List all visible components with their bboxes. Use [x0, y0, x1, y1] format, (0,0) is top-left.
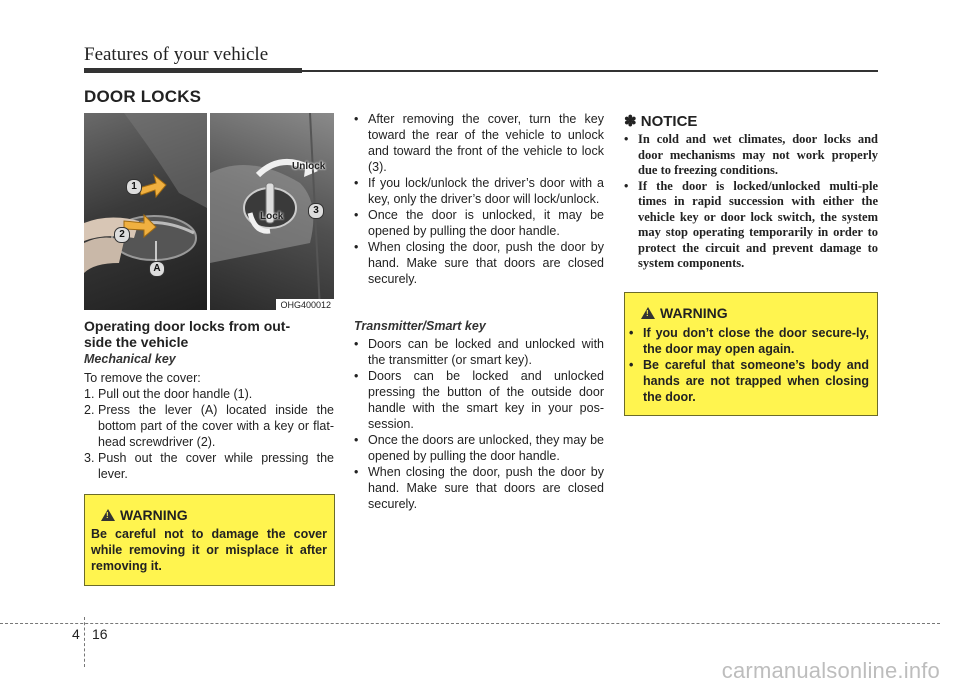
- door-lock-photo: [84, 113, 334, 310]
- unlock-label: Unlock: [292, 161, 326, 172]
- door-handle-image: [84, 113, 207, 310]
- subsection-heading-line1: Operating door locks from out-: [84, 318, 291, 334]
- section-title: DOOR LOCKS: [84, 87, 202, 106]
- page-number: 16: [92, 626, 108, 642]
- subsection-heading: [84, 318, 334, 350]
- mechanical-key-heading: Mechanical key: [84, 352, 176, 366]
- callout-1: 1: [126, 179, 142, 195]
- warning-list: [629, 325, 869, 405]
- callout-a: A: [149, 261, 165, 277]
- chapter-number: 4: [72, 626, 80, 642]
- footer-rule: [0, 623, 940, 624]
- figure-caption: OHG400012: [276, 299, 334, 310]
- notice-item: • If the door is locked/unlocked multi-ple times in rapid succession with either the vehicle key or door lock switch, the system may stop operating temporarily in order to protect the circuit and prevent damage to system components.: [624, 178, 878, 270]
- callout-3: 3: [308, 203, 324, 219]
- warning-box-door: [624, 292, 878, 416]
- notice-list: [624, 132, 878, 272]
- subsection-heading-line2: side the vehicle: [84, 334, 189, 350]
- warning-text: Be careful not to damage the cover while removing it or misplace it after removing it.: [91, 527, 327, 573]
- bullet-item: • After removing the cover, turn the key toward the rear of the vehicle to unlock and toward the front of the vehicle to lock (3).: [354, 112, 604, 174]
- step-item: 1. Pull out the door handle (1).: [84, 387, 253, 401]
- watermark: carmanualsonline.info: [721, 658, 940, 683]
- warning-title: ! WARNING: [101, 507, 188, 523]
- bullet-item: • If you lock/unlock the driver’s door with a key, only the driver’s door will lock/unlock.: [354, 176, 604, 206]
- bullet-item: • When closing the door, push the door by hand. Make sure that doors are closed securely.: [354, 465, 604, 511]
- transmitter-heading: Transmitter/Smart key: [354, 319, 486, 333]
- notice-item: • In cold and wet climates, door locks and door mechanisms may not work properly due to freezing conditions.: [624, 132, 878, 177]
- key-bullets: [354, 111, 604, 287]
- bullet-item: • Doors can be locked and unlocked with the transmitter (or smart key).: [354, 337, 604, 367]
- door-handle-drawing: [84, 113, 207, 310]
- warning-item: • Be careful that someone’s body and hands are not trapped when closing the door.: [629, 358, 869, 404]
- mechanical-key-steps: [84, 386, 334, 482]
- bullet-item: • Once the doors are unlocked, they may be opened by pulling the door handle.: [354, 433, 604, 463]
- bullet-item: • Once the door is unlocked, it may be opened by pulling the door handle.: [354, 208, 604, 238]
- warning-title: ! WARNING: [641, 305, 728, 321]
- bullet-item: • Doors can be locked and unlocked pressing the button of the outside door handle with the smart key in your pos-session.: [354, 369, 604, 431]
- notice-title: ✽ NOTICE: [624, 113, 698, 130]
- mechanical-key-intro: To remove the cover:: [84, 371, 201, 385]
- step-item: 2. Press the lever (A) located inside the bottom part of the cover with a key or flat-head screwdriver (2).: [84, 403, 334, 449]
- warning-box-cover: [84, 494, 335, 586]
- warning-item: • If you don’t close the door secure-ly, the door may open again.: [629, 326, 869, 356]
- warning-icon: !: [101, 509, 115, 521]
- key-cylinder-image: [210, 113, 334, 310]
- lock-label: Lock: [260, 211, 284, 222]
- footer-divider: [84, 617, 85, 667]
- page-header-title: Features of your vehicle: [84, 44, 269, 65]
- header-rule: [84, 68, 878, 72]
- bullet-item: • When closing the door, push the door by hand. Make sure that doors are closed securely.: [354, 240, 604, 286]
- warning-icon: !: [641, 307, 655, 319]
- transmitter-bullets: [354, 336, 604, 512]
- callout-2: 2: [114, 227, 130, 243]
- step-item: 3. Push out the cover while pressing the lever.: [84, 451, 334, 481]
